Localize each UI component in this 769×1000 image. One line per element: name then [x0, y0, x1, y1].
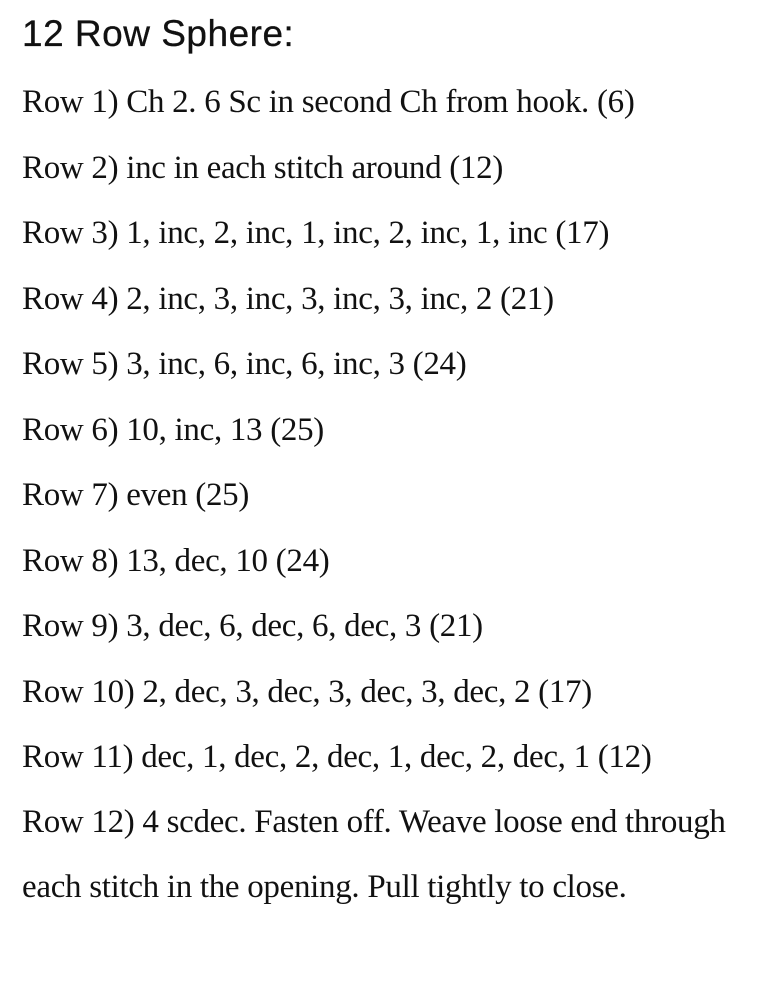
page-title: 12 Row Sphere: [22, 13, 295, 54]
row-instruction-5: Row 5) 3, inc, 6, inc, 6, inc, 3 (24) [22, 346, 467, 382]
row-instruction-7: Row 7) even (25) [22, 477, 250, 513]
row-instructions-list [22, 64, 762, 921]
pattern-page [22, 8, 762, 921]
row-instruction-11: Row 11) dec, 1, dec, 2, dec, 1, dec, 2, dec, 1 (12) [22, 739, 652, 775]
row-instruction-10: Row 10) 2, dec, 3, dec, 3, dec, 3, dec, 2 (17) [22, 673, 592, 710]
row-instruction-9: Row 9) 3, dec, 6, dec, 6, dec, 3 (21) [22, 608, 483, 644]
row-instruction-3: Row 3) 1, inc, 2, inc, 1, inc, 2, inc, 1, inc (17) [22, 215, 610, 251]
row-instruction-4: Row 4) 2, inc, 3, inc, 3, inc, 3, inc, 2 (21) [22, 280, 554, 317]
row-instruction-1: Row 1) Ch 2. 6 Sc in second Ch from hook. (6) [22, 84, 635, 120]
row-instruction-6: Row 6) 10, inc, 13 (25) [22, 411, 324, 448]
row-instruction-12: Row 12) 4 scdec. Fasten off. Weave loose end through each stitch in the opening. Pull tightly to close. [22, 803, 726, 905]
row-instruction-2: Row 2) inc in each stitch around (12) [22, 149, 504, 186]
row-instruction-8: Row 8) 13, dec, 10 (24) [22, 542, 330, 579]
